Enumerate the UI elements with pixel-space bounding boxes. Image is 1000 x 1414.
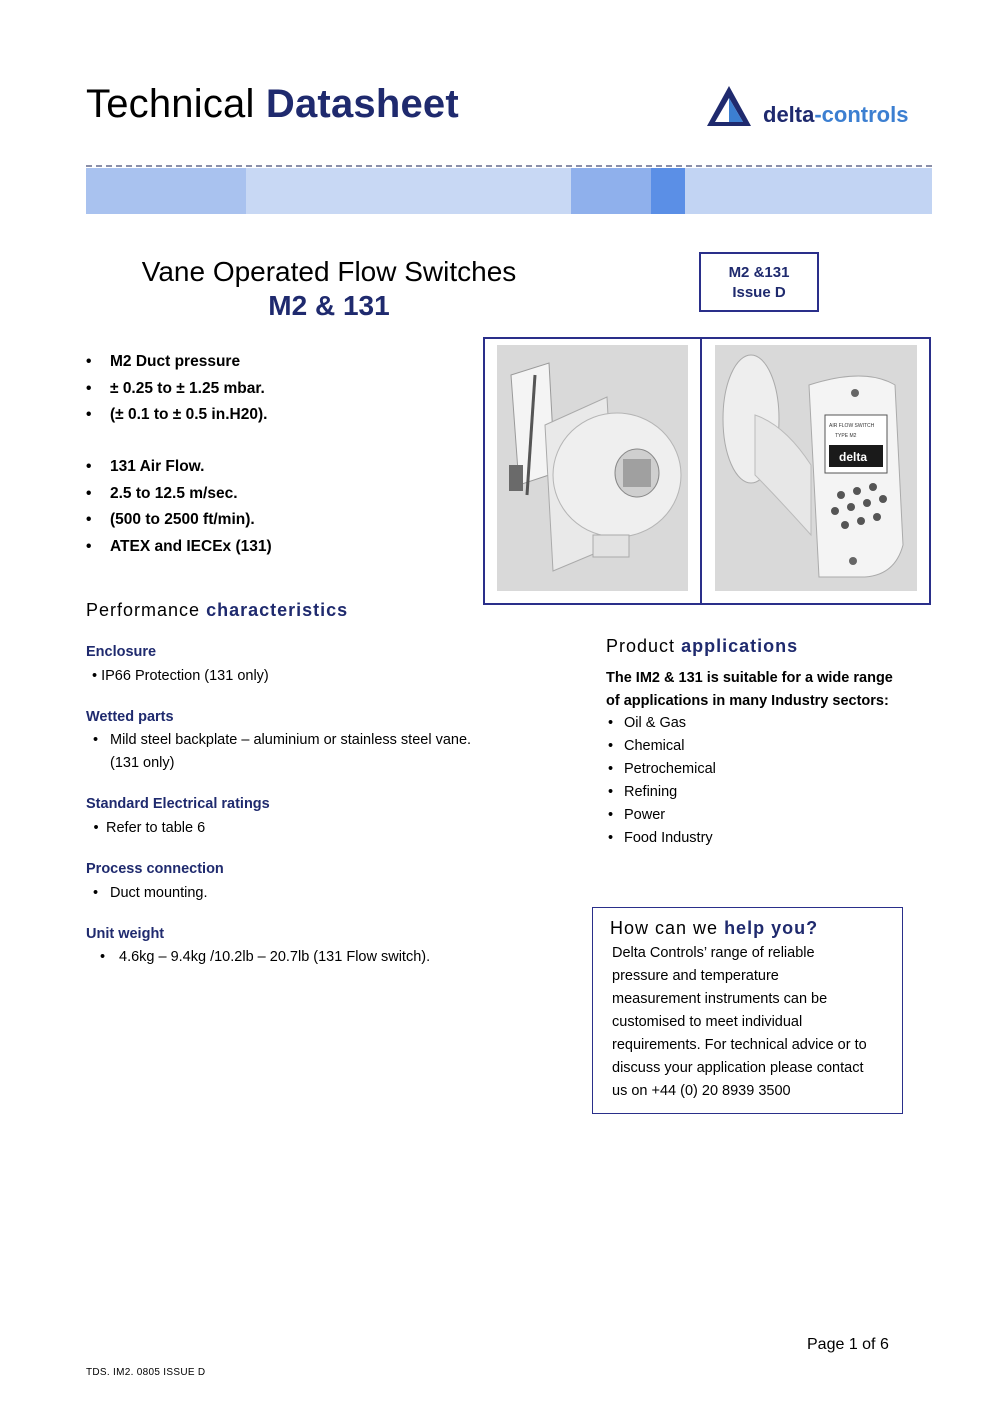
photo-divider bbox=[700, 337, 702, 605]
process-item: • Duct mounting. bbox=[86, 882, 208, 905]
photo-m2-switch bbox=[497, 345, 688, 591]
page-number: Page 1 of 6 bbox=[807, 1336, 889, 1353]
help-line: Delta Controls’ range of reliable bbox=[612, 945, 815, 961]
weight-heading: Unit weight bbox=[86, 926, 165, 942]
applications-intro bbox=[606, 667, 893, 713]
applications-heading bbox=[606, 636, 798, 657]
header-dashed-rule bbox=[86, 165, 932, 167]
help-line: pressure and temperature bbox=[612, 968, 779, 984]
wetted-item-line1: Mild steel backplate – aluminium or stainless steel vane. bbox=[110, 732, 472, 748]
application-item: • Refining bbox=[606, 781, 716, 804]
performance-heading bbox=[86, 600, 348, 621]
bullet: • bbox=[92, 668, 102, 684]
electrical-item-text: Refer to table 6 bbox=[106, 820, 206, 836]
spec-item: • (500 to 2500 ft/min). bbox=[86, 507, 272, 534]
logo-main: delta bbox=[763, 102, 815, 127]
spec-item: • (± 0.1 to ± 0.5 in.H20). bbox=[86, 402, 267, 429]
applications-list bbox=[606, 712, 716, 850]
product-title: Vane Operated Flow Switches bbox=[141, 256, 517, 287]
spec-item: • 2.5 to 12.5 m/sec. bbox=[86, 481, 272, 508]
wetted-list bbox=[86, 729, 471, 775]
issue-box bbox=[699, 252, 819, 312]
enclosure-item-text: IP66 Protection (131 only) bbox=[101, 668, 269, 684]
company-logo bbox=[705, 82, 920, 132]
photo-label-line2: TYPE M2 bbox=[835, 433, 857, 439]
weight-item-text: 4.6kg – 9.4kg /10.2lb – 20.7lb (131 Flow switch). bbox=[119, 949, 431, 965]
performance-heading-light: Performance bbox=[86, 600, 201, 620]
help-line: us on +44 (0) 20 8939 3500 bbox=[612, 1083, 791, 1099]
process-heading: Process connection bbox=[86, 861, 224, 877]
spec-list-m2 bbox=[86, 349, 267, 429]
banner-band-4 bbox=[651, 168, 685, 214]
help-heading bbox=[610, 918, 818, 939]
electrical-item bbox=[86, 817, 205, 840]
help-line: requirements. For technical advice or to bbox=[612, 1037, 867, 1053]
wetted-item-line2: (131 only) bbox=[110, 755, 175, 771]
applications-heading-light: Product bbox=[606, 636, 676, 656]
bullet: • bbox=[93, 820, 99, 836]
performance-heading-bold: characteristics bbox=[206, 600, 349, 620]
application-item: • Power bbox=[606, 804, 716, 827]
process-list bbox=[86, 882, 208, 905]
banner-band-1 bbox=[86, 168, 246, 214]
weight-item bbox=[86, 946, 430, 969]
spec-item: • ATEX and IECEx (131) bbox=[86, 534, 272, 561]
logo-accent: -controls bbox=[814, 102, 909, 127]
issue-model: M2 &131 bbox=[728, 264, 790, 281]
applications-intro-line1: The IM2 & 131 is suitable for a wide range bbox=[606, 670, 893, 686]
title-light: Technical bbox=[86, 82, 255, 126]
help-line: discuss your application please contact bbox=[612, 1060, 864, 1076]
issue-number: Issue D bbox=[732, 284, 786, 301]
banner-band-5 bbox=[685, 168, 932, 214]
enclosure-heading: Enclosure bbox=[86, 644, 157, 660]
document-code: TDS. IM2. 0805 ISSUE D bbox=[86, 1367, 206, 1378]
application-item: • Chemical bbox=[606, 735, 716, 758]
spec-item: • 131 Air Flow. bbox=[86, 454, 272, 481]
logo-wordmark bbox=[763, 102, 908, 128]
spec-item: • M2 Duct pressure bbox=[86, 349, 267, 376]
photo-label-line1: AIR FLOW SWITCH bbox=[829, 423, 875, 429]
applications-intro-line2: of applications in many Industry sectors: bbox=[606, 693, 889, 709]
electrical-heading: Standard Electrical ratings bbox=[86, 796, 270, 812]
air-flow-switch-illustration bbox=[715, 345, 917, 591]
banner-band-3 bbox=[571, 168, 651, 214]
delta-triangle-logo-icon bbox=[705, 84, 753, 128]
page-title bbox=[86, 82, 459, 127]
photo-brand-label: delta bbox=[839, 450, 868, 464]
help-heading-light: How can we bbox=[610, 918, 719, 938]
application-item: • Oil & Gas bbox=[606, 712, 716, 735]
product-model: M2 & 131 bbox=[268, 290, 390, 321]
bullet: • bbox=[99, 949, 106, 965]
m2-switch-illustration bbox=[497, 345, 688, 591]
application-item: • Petrochemical bbox=[606, 758, 716, 781]
banner-band-2 bbox=[246, 168, 571, 214]
application-item: • Food Industry bbox=[606, 827, 716, 850]
title-bold: Datasheet bbox=[265, 82, 459, 126]
wetted-heading: Wetted parts bbox=[86, 709, 174, 725]
wetted-item bbox=[86, 729, 471, 775]
enclosure-item bbox=[92, 665, 269, 688]
help-text bbox=[612, 942, 897, 1103]
help-line: measurement instruments can be bbox=[612, 991, 828, 1007]
photo-131-switch bbox=[715, 345, 917, 591]
help-heading-bold: help you? bbox=[724, 918, 819, 938]
spec-list-131 bbox=[86, 454, 272, 560]
applications-heading-bold: applications bbox=[681, 636, 799, 656]
spec-item: • ± 0.25 to ± 1.25 mbar. bbox=[86, 376, 267, 403]
help-line: customised to meet individual bbox=[612, 1014, 803, 1030]
